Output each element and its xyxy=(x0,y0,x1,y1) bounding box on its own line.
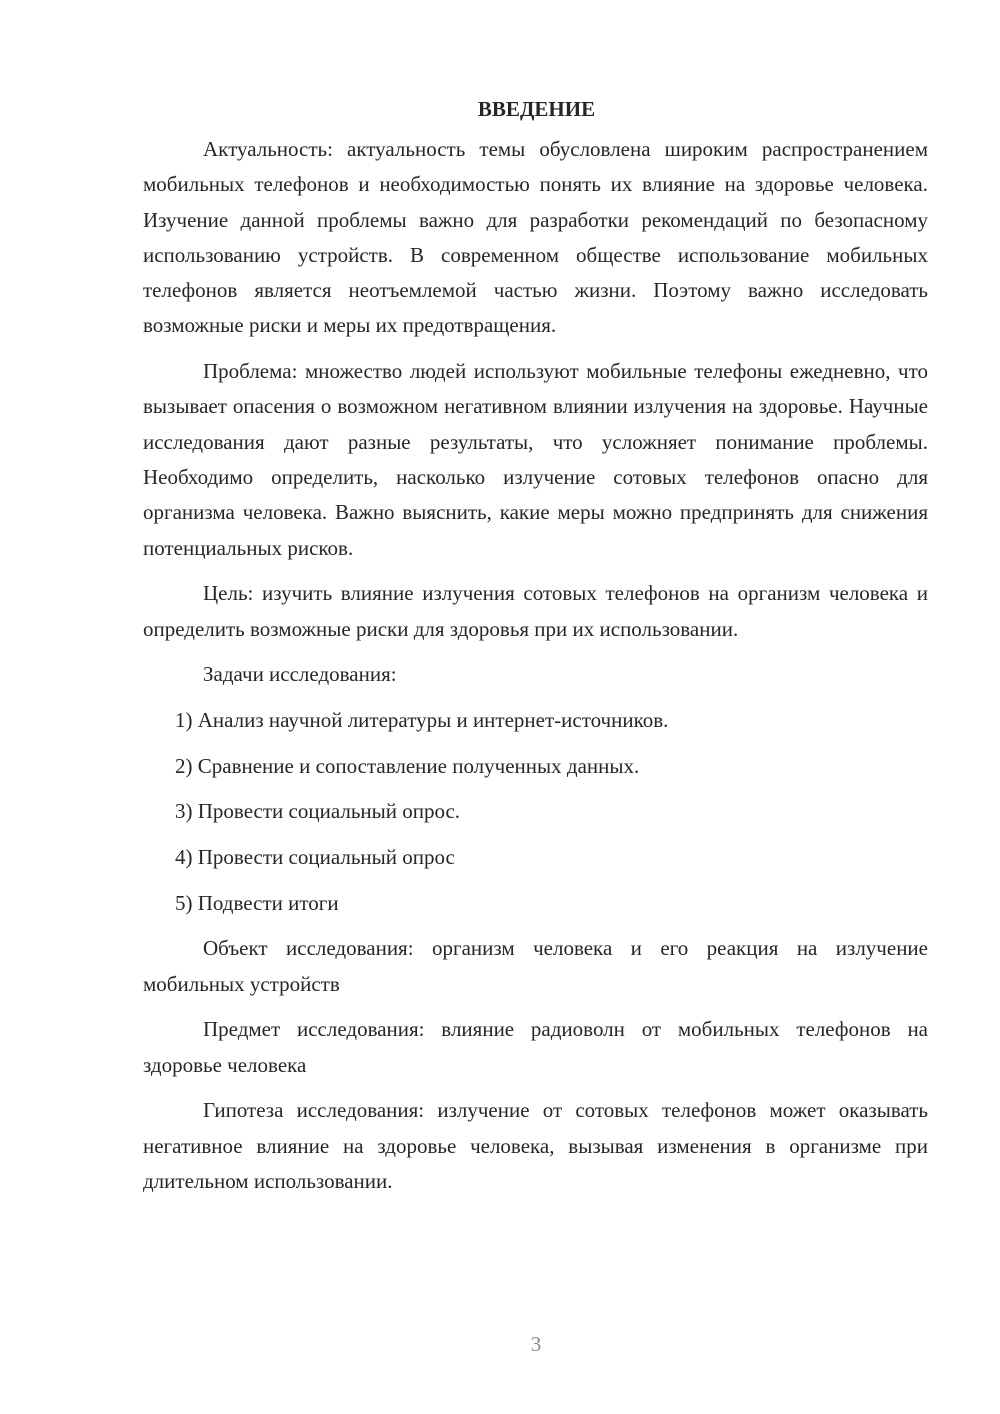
subject-paragraph: Предмет исследования: влияние радиоволн от мобильных телефонов на здоровье человека xyxy=(143,1017,928,1077)
task-item-1: 1) Анализ научной литературы и интернет-источников. xyxy=(175,708,669,733)
section-heading: ВВЕДЕНИЕ xyxy=(477,97,596,121)
relevance-paragraph: Актуальность: актуальность темы обусловлена широким распространением мобильных телефонов и необходимостью понять их влияние на здоровье человека. Изучение данной проблемы важно для разработки рекомендаций по безопасному использованию устройств. В современном обществе использование мобильных телефонов является неотъемлемой частью жизни. Поэтому важно исследовать возможные риски и меры их предотвращения. xyxy=(143,137,928,338)
problem-paragraph: Проблема: множество людей используют мобильные телефоны ежедневно, что вызывает опасения о возможном негативном влиянии излучения на здоровье. Научные исследования дают разные результаты, что усложняет понимание проблемы. Необходимо определить, насколько излучение сотовых телефонов опасно для организма человека. Важно выяснить, какие меры можно предпринять для снижения потенциальных рисков. xyxy=(143,359,928,560)
document-body xyxy=(143,92,928,1210)
task-item-5: 5) Подвести итоги xyxy=(175,890,339,915)
task-item-4: 4) Провести социальный опрос xyxy=(175,845,455,870)
task-item-2: 2) Сравнение и сопоставление полученных данных. xyxy=(175,753,640,778)
object-paragraph: Объект исследования: организм человека и его реакция на излучение мобильных устройств xyxy=(143,936,928,996)
tasks-title: Задачи исследования: xyxy=(203,662,397,687)
goal-paragraph: Цель: изучить влияние излучения сотовых телефонов на организм человека и определить возможные риски для здоровья при их использовании. xyxy=(143,581,928,641)
hypothesis-paragraph: Гипотеза исследования: излучение от сотовых телефонов может оказывать негативное влияние на здоровье человека, вызывая изменения в организме при длительном использовании. xyxy=(143,1098,928,1194)
page-number: 3 xyxy=(530,1332,542,1356)
task-item-3: 3) Провести социальный опрос. xyxy=(175,799,461,824)
